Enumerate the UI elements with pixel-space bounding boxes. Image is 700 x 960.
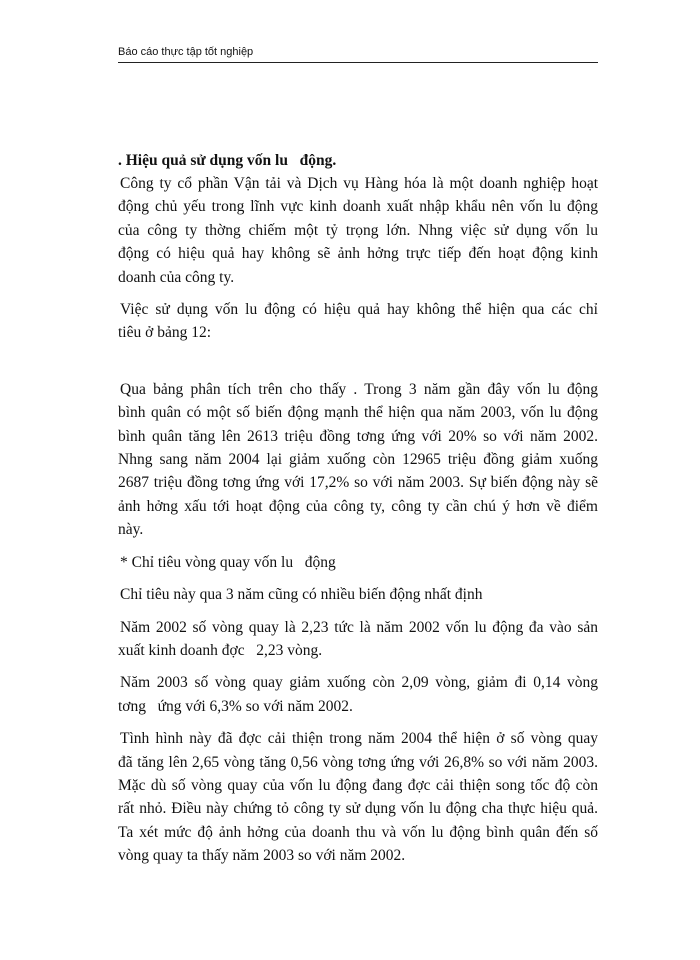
paragraph-2004 — [118, 727, 598, 867]
text-line: bình quân tăng lên 2613 triệu đồng tơng ứng với 20% so với năm 2002. — [118, 427, 598, 445]
page-header-title: Báo cáo thực tập tốt nghiệp — [118, 46, 254, 58]
paragraph-analysis — [118, 378, 598, 542]
text-line: Công ty cổ phần Vận tải và Dịch vụ Hàng hóa là một doanh nghiệp hoạt — [120, 175, 598, 192]
text-line: Nhng sang năm 2004 lại giảm xuống còn 12965 triệu đồng giảm xuống — [118, 451, 598, 469]
text-line: của công ty thờng chiếm một tỷ trọng lớn. Nhng việc sử dụng vốn lu — [118, 221, 598, 239]
paragraph-turnover-heading — [118, 551, 598, 574]
text-line: đã tăng lên 2,65 vòng tăng 0,56 vòng tơng ứng với 26,8% so với năm 2003. — [118, 753, 598, 771]
paragraph-intro — [118, 172, 598, 289]
text-line: * Chỉ tiêu vòng quay vốn lu động — [120, 553, 336, 571]
text-line: doanh của công ty. — [118, 268, 235, 286]
text-line: ảnh hởng xấu tới hoạt động của công ty, công ty cần chú ý hơn về điểm — [118, 497, 598, 515]
paragraph-2003 — [118, 671, 598, 718]
page-header — [118, 44, 598, 63]
text-line: bình quân có một số biến động mạnh thể hiện qua năm 2003, vốn lu động — [118, 404, 598, 422]
text-line: Chỉ tiêu này qua 3 năm cũng có nhiều biến động nhất định — [120, 586, 483, 604]
text-line: Tình hình này đã đợc cải thiện trong năm 2004 thể hiện ở số vòng quay — [120, 730, 598, 748]
text-line: Năm 2002 số vòng quay là 2,23 tức là năm 2002 vốn lu động đa vào sản — [120, 618, 598, 636]
document-body — [118, 150, 598, 868]
text-line: tiêu ở bảng 12: — [118, 324, 211, 342]
text-line: xuất kinh doanh đợc 2,23 vòng. — [118, 641, 323, 659]
text-line: này. — [118, 521, 144, 539]
paragraph-2002 — [118, 616, 598, 663]
section-heading: . Hiệu quả sử dụng vốn lu động. — [118, 152, 337, 169]
text-line: động chủ yếu trong lĩnh vực kinh doanh xuất nhập khẩu nên vốn lu động — [118, 198, 598, 216]
text-line: Năm 2003 số vòng quay giảm xuống còn 2,09 vòng, giảm đi 0,14 vòng — [120, 674, 598, 692]
text-line: Việc sử dụng vốn lu động có hiệu quả hay không thể hiện qua các chỉ — [120, 301, 598, 319]
text-line: Qua bảng phân tích trên cho thấy . Trong 3 năm gần đây vốn lu động — [120, 380, 598, 398]
text-line: rất nhỏ. Điều này chứng tỏ công ty sử dụng vốn lu động cha thực hiệu quả. — [118, 800, 598, 818]
text-line: Mặc dù số vòng quay của vốn lu động đang đợc cải thiện song tốc độ còn — [118, 776, 598, 794]
text-line: vòng quay ta thấy năm 2003 so với năm 2002. — [118, 847, 406, 865]
text-line: Ta xét mức độ ảnh hởng của doanh thu và vốn lu động bình quân đến số — [118, 823, 598, 841]
text-line: tơng ứng với 6,3% so với năm 2002. — [118, 697, 353, 715]
paragraph-usage — [118, 298, 598, 345]
paragraph-turnover-intro — [118, 583, 598, 606]
text-line: động có hiệu quả hay không sẽ ảnh hởng trực tiếp đến hoạt động kinh — [118, 245, 598, 263]
text-line: 2687 triệu đồng tơng ứng với 17,2% so với năm 2003. Sự biến động này sẽ — [118, 474, 598, 492]
